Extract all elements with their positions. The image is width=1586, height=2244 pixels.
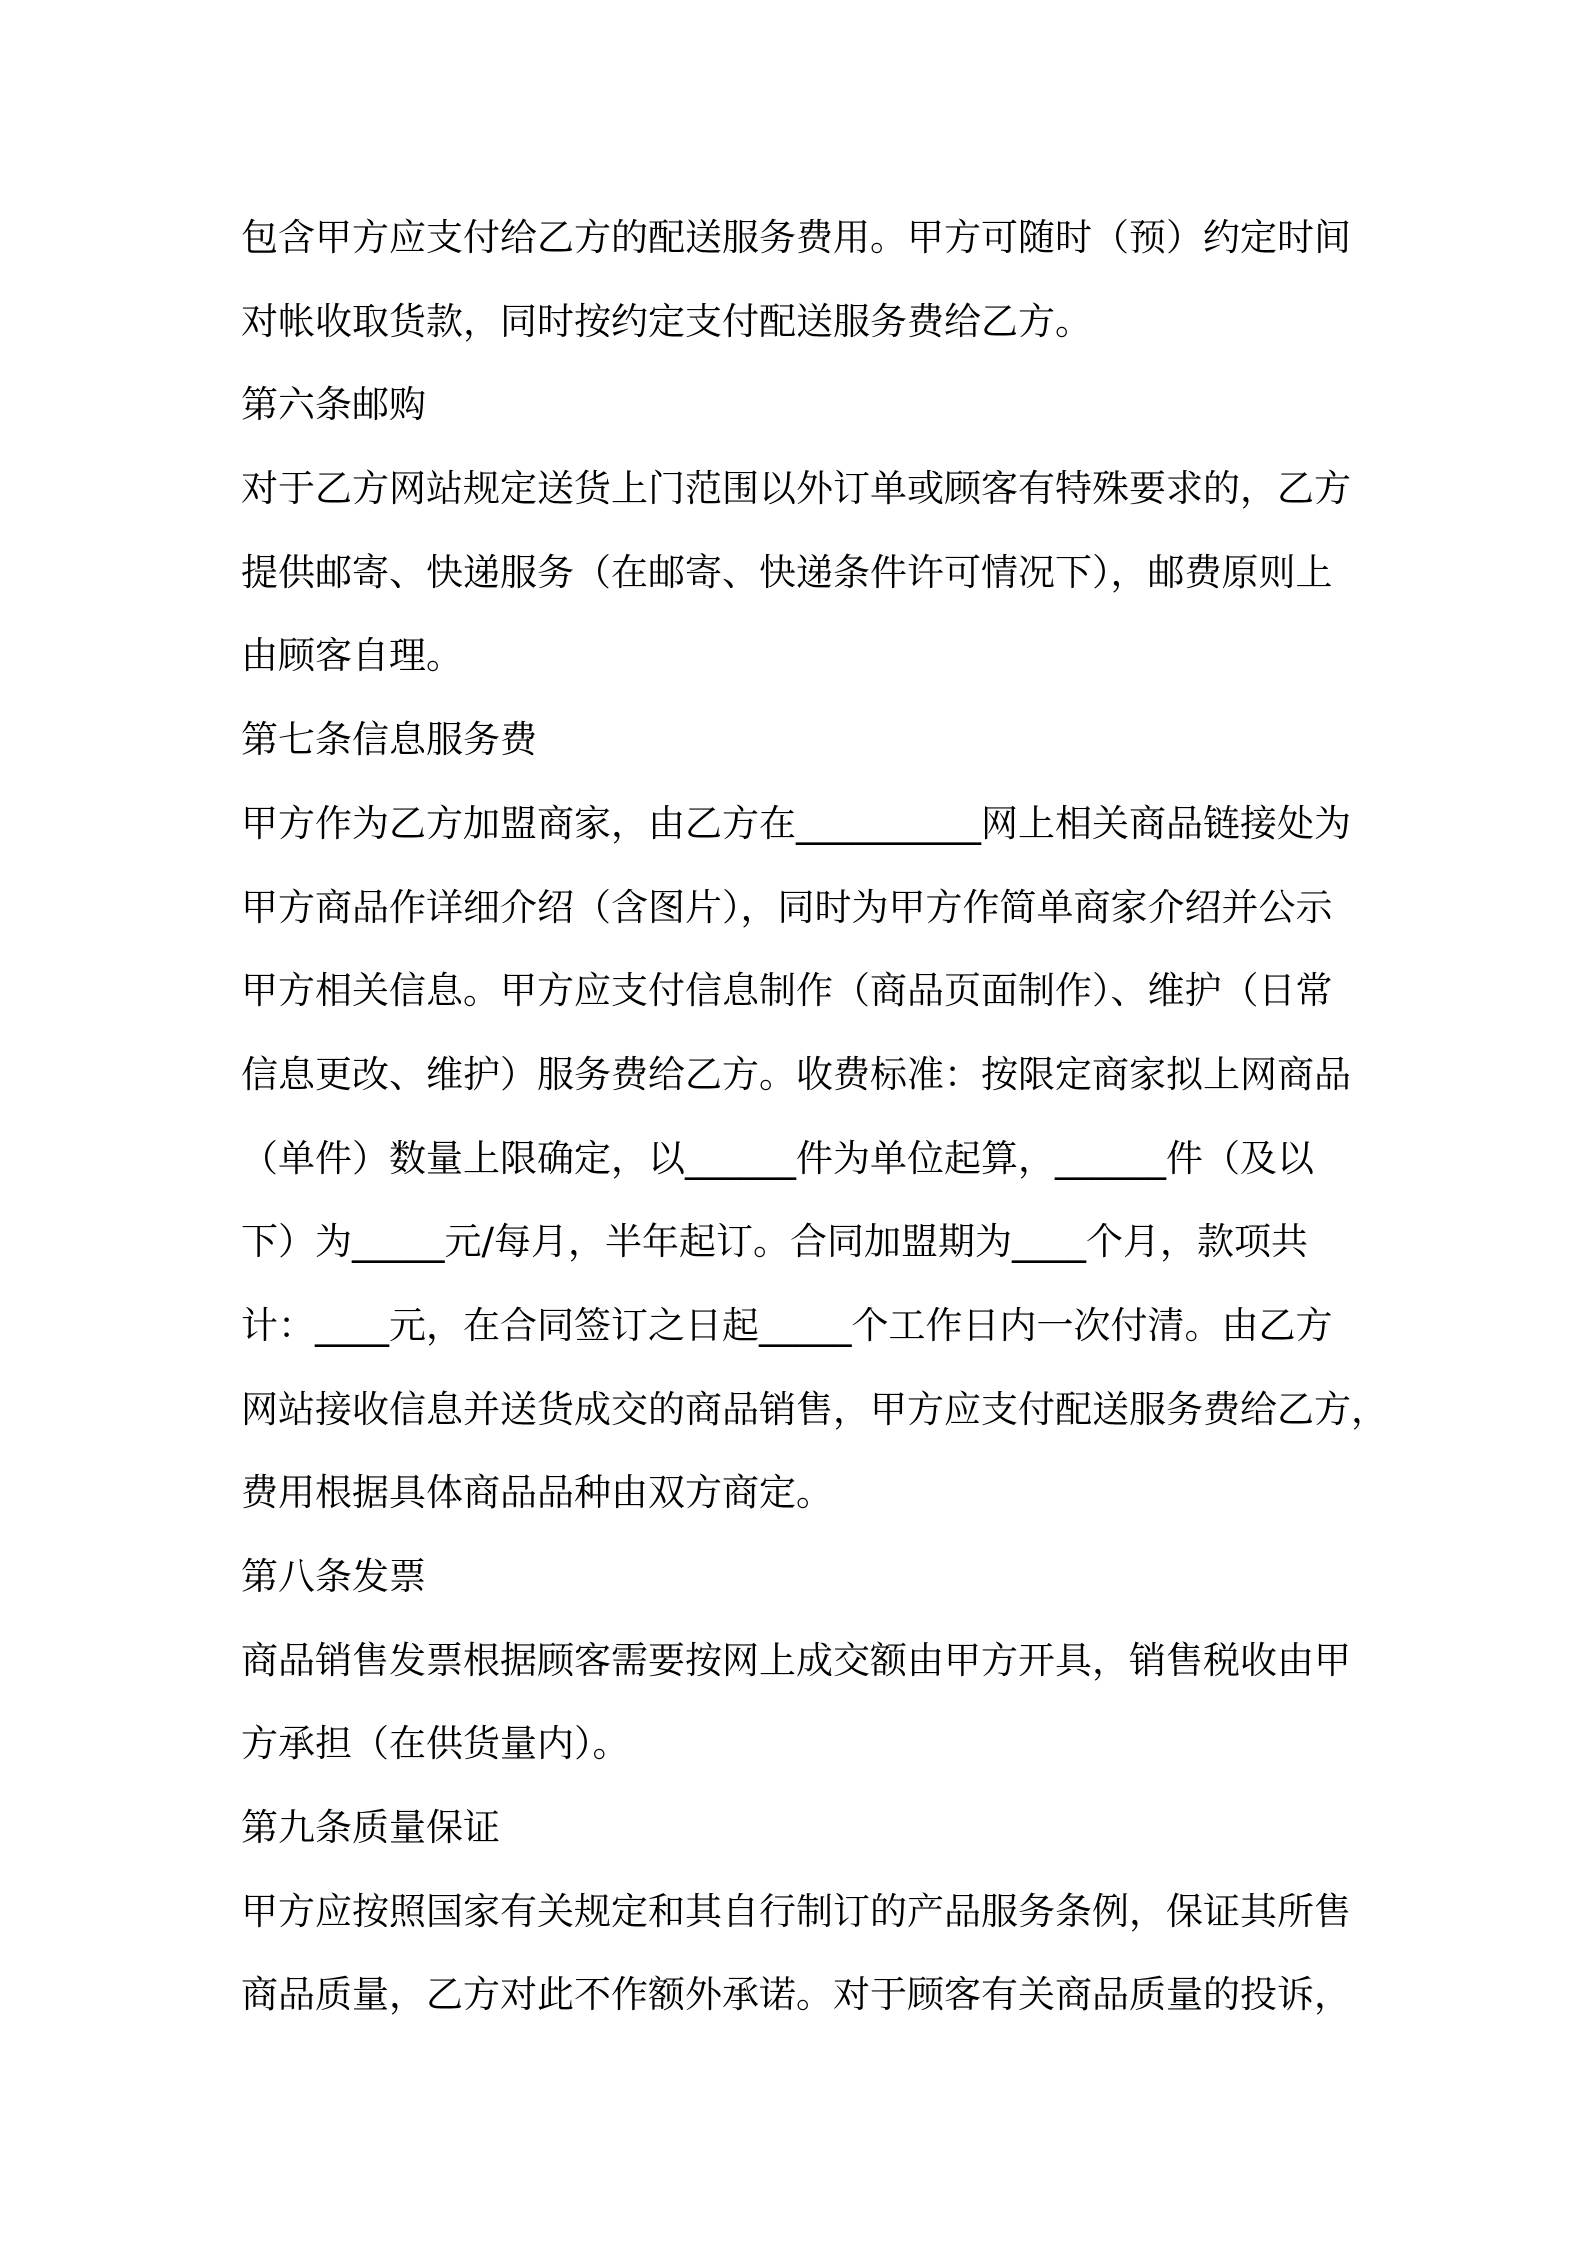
section-heading: 第七条信息服务费 — [241, 718, 537, 762]
text-line: 由顾客自理。 — [241, 634, 463, 678]
section-heading: 第六条邮购 — [241, 383, 426, 427]
text-line: 方承担（在供货量内）。 — [241, 1722, 630, 1766]
section-heading: 第九条质量保证 — [241, 1806, 500, 1850]
text-line: 包含甲方应支付给乙方的配送服务费用。甲方可随时（预）约定时间 — [241, 216, 1351, 259]
text-line: 费用根据具体商品品种由双方商定。 — [241, 1471, 833, 1515]
text-line: 信息更改、维护）服务费给乙方。收费标准：按限定商家拟上网商品 — [241, 1052, 1351, 1096]
text-line: 对帐收取货款，同时按约定支付配送服务费给乙方。 — [241, 299, 1092, 343]
text-line: 对于乙方网站规定送货上门范围以外订单或顾客有特殊要求的，乙方 — [241, 467, 1351, 511]
text-line: （单件）数量上限确定，以______件为单位起算，______件（及以 — [241, 1136, 1314, 1180]
document-body — [241, 196, 1388, 2037]
text-line: 甲方应按照国家有关规定和其自行制订的产品服务条例，保证其所售 — [241, 1889, 1351, 1933]
text-line: 甲方相关信息。甲方应支付信息制作（商品页面制作）、维护（日常 — [241, 969, 1333, 1013]
text-line: 甲方商品作详细介绍（含图片），同时为甲方作简单商家介绍并公示 — [241, 885, 1333, 929]
text-line: 商品销售发票根据顾客需要按网上成交额由甲方开具，销售税收由甲 — [241, 1638, 1351, 1682]
section-heading: 第八条发票 — [241, 1555, 426, 1598]
text-line: 甲方作为乙方加盟商家，由乙方在__________网上相关商品链接处为 — [241, 801, 1351, 845]
text-line: 网站接收信息并送货成交的商品销售，甲方应支付配送服务费给乙方， — [241, 1387, 1388, 1431]
text-line: 下）为_____元/每月，半年起订。合同加盟期为____个月，款项共 — [241, 1220, 1308, 1264]
text-line: 计：____元，在合同签订之日起_____个工作日内一次付清。由乙方 — [241, 1303, 1333, 1347]
text-line: 商品质量，乙方对此不作额外承诺。对于顾客有关商品质量的投诉， — [241, 1973, 1351, 2017]
text-line: 提供邮寄、快递服务（在邮寄、快递条件许可情况下），邮费原则上 — [241, 550, 1333, 594]
